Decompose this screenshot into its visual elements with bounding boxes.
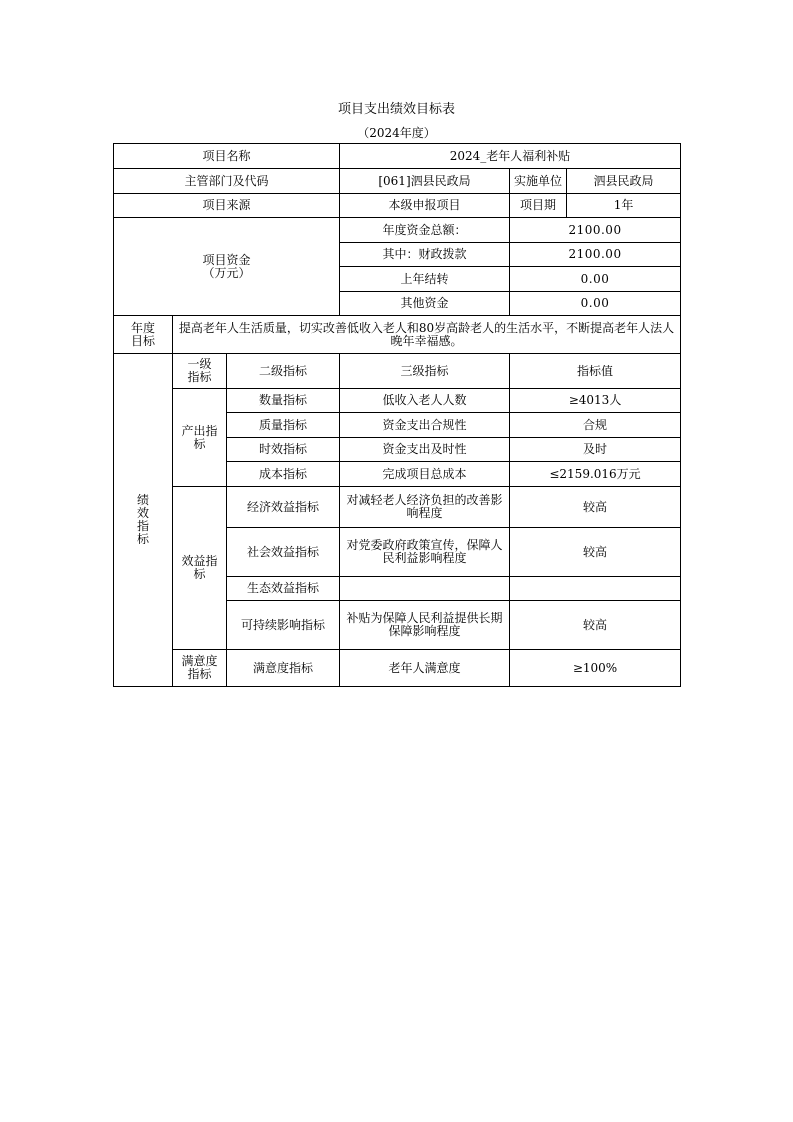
indicator-level2: 成本指标 xyxy=(227,462,340,487)
fund-row-value: 2100.00 xyxy=(510,218,681,243)
fund-row-label: 其他资金 xyxy=(340,292,510,316)
indicators-section-char: 效 xyxy=(136,506,149,520)
indicator-value: 较高 xyxy=(510,528,681,577)
source-value: 本级申报项目 xyxy=(340,194,510,218)
indicator-level3: 对党委政府政策宣传，保障人民利益影响程度 xyxy=(340,528,510,577)
indicator-value: ≥4013人 xyxy=(510,389,681,413)
indicator-level3: 资金支出合规性 xyxy=(340,413,510,438)
row-annual-goal xyxy=(114,316,681,354)
goal-label-line1: 年度 xyxy=(130,320,155,335)
output-label-line1: 产出指 xyxy=(181,423,218,438)
indicator-value xyxy=(510,577,681,601)
indicator-level3: 对减轻老人经济负担的改善影响程度 xyxy=(340,487,510,528)
header-level1 xyxy=(173,354,227,389)
satisfaction-label-line2: 指标 xyxy=(187,667,212,681)
indicators-section-char: 标 xyxy=(136,532,149,546)
unit-value: 泗县民政局 xyxy=(567,169,681,194)
output-indicator-label xyxy=(173,389,227,487)
indicator-level2: 质量指标 xyxy=(227,413,340,438)
fund-row-label: 上年结转 xyxy=(340,267,510,292)
indicator-value: 较高 xyxy=(510,487,681,528)
row-fund-total xyxy=(114,218,681,243)
funds-label-line1: 项目资金 xyxy=(202,252,251,267)
dept-label: 主管部门及代码 xyxy=(114,169,340,194)
indicator-level2: 社会效益指标 xyxy=(227,528,340,577)
indicator-level3: 补贴为保障人民利益提供长期保障影响程度 xyxy=(340,601,510,650)
indicators-section-label xyxy=(114,354,173,687)
indicator-level3: 资金支出及时性 xyxy=(340,438,510,462)
satisfaction-label-line1: 满意度 xyxy=(181,654,218,668)
goal-label-line2: 目标 xyxy=(130,333,155,348)
funds-label xyxy=(114,218,340,316)
satisfaction-indicator-label xyxy=(173,650,227,687)
dept-value: [061]泗县民政局 xyxy=(340,169,510,194)
indicator-level2: 满意度指标 xyxy=(227,650,340,687)
project-name-value: 2024_老年人福利补贴 xyxy=(340,144,681,169)
indicator-level2: 生态效益指标 xyxy=(227,577,340,601)
row-source xyxy=(114,194,681,218)
header-level2: 二级指标 xyxy=(227,354,340,389)
indicators-section-char: 指 xyxy=(136,519,149,533)
row-output-quantity xyxy=(114,389,681,413)
indicator-value: 合规 xyxy=(510,413,681,438)
goal-text: 提高老年人生活质量，切实改善低收入老人和80岁高龄老人的生活水平，不断提高老年人法人晚年幸福感。 xyxy=(173,316,681,354)
fund-row-label: 年度资金总额： xyxy=(340,218,510,243)
output-label-line2: 标 xyxy=(193,436,206,451)
fund-row-value: 0.00 xyxy=(510,267,681,292)
funds-label-line2: （万元） xyxy=(202,265,251,280)
source-label: 项目来源 xyxy=(114,194,340,218)
indicator-level2: 时效指标 xyxy=(227,438,340,462)
period-label: 项目期 xyxy=(510,194,567,218)
fund-row-label: 其中：财政拨款 xyxy=(340,243,510,267)
indicator-level3: 老年人满意度 xyxy=(340,650,510,687)
header-level3: 三级指标 xyxy=(340,354,510,389)
indicator-level2: 经济效益指标 xyxy=(227,487,340,528)
indicator-value: 较高 xyxy=(510,601,681,650)
project-name-label: 项目名称 xyxy=(114,144,340,169)
indicator-level3: 完成项目总成本 xyxy=(340,462,510,487)
row-benefit-economic xyxy=(114,487,681,528)
indicators-section-char: 绩 xyxy=(136,493,149,507)
row-indicator-header xyxy=(114,354,681,389)
indicator-level2: 可持续影响指标 xyxy=(227,601,340,650)
header-value: 指标值 xyxy=(510,354,681,389)
indicator-level3: 低收入老人人数 xyxy=(340,389,510,413)
benefit-label-line2: 标 xyxy=(193,567,206,581)
header-level1-line1: 一级 xyxy=(187,357,212,371)
goal-label xyxy=(114,316,173,354)
indicator-level3 xyxy=(340,577,510,601)
period-value: 1年 xyxy=(567,194,681,218)
fund-row-value: 0.00 xyxy=(510,292,681,316)
header-level1-line2: 指标 xyxy=(187,370,212,384)
fund-row-value: 2100.00 xyxy=(510,243,681,267)
indicator-value: ≤2159.016万元 xyxy=(510,462,681,487)
performance-table xyxy=(113,143,681,687)
row-department xyxy=(114,169,681,194)
benefit-indicator-label xyxy=(173,487,227,650)
unit-label: 实施单位 xyxy=(510,169,567,194)
indicator-value: 及时 xyxy=(510,438,681,462)
page-title: 项目支出绩效目标表 xyxy=(337,102,455,117)
page-year: （2024年度） xyxy=(357,126,436,140)
indicator-level2: 数量指标 xyxy=(227,389,340,413)
benefit-label-line1: 效益指 xyxy=(181,554,218,568)
indicator-value: ≥100% xyxy=(510,650,681,687)
row-satisfaction xyxy=(114,650,681,687)
row-project-name xyxy=(114,144,681,169)
